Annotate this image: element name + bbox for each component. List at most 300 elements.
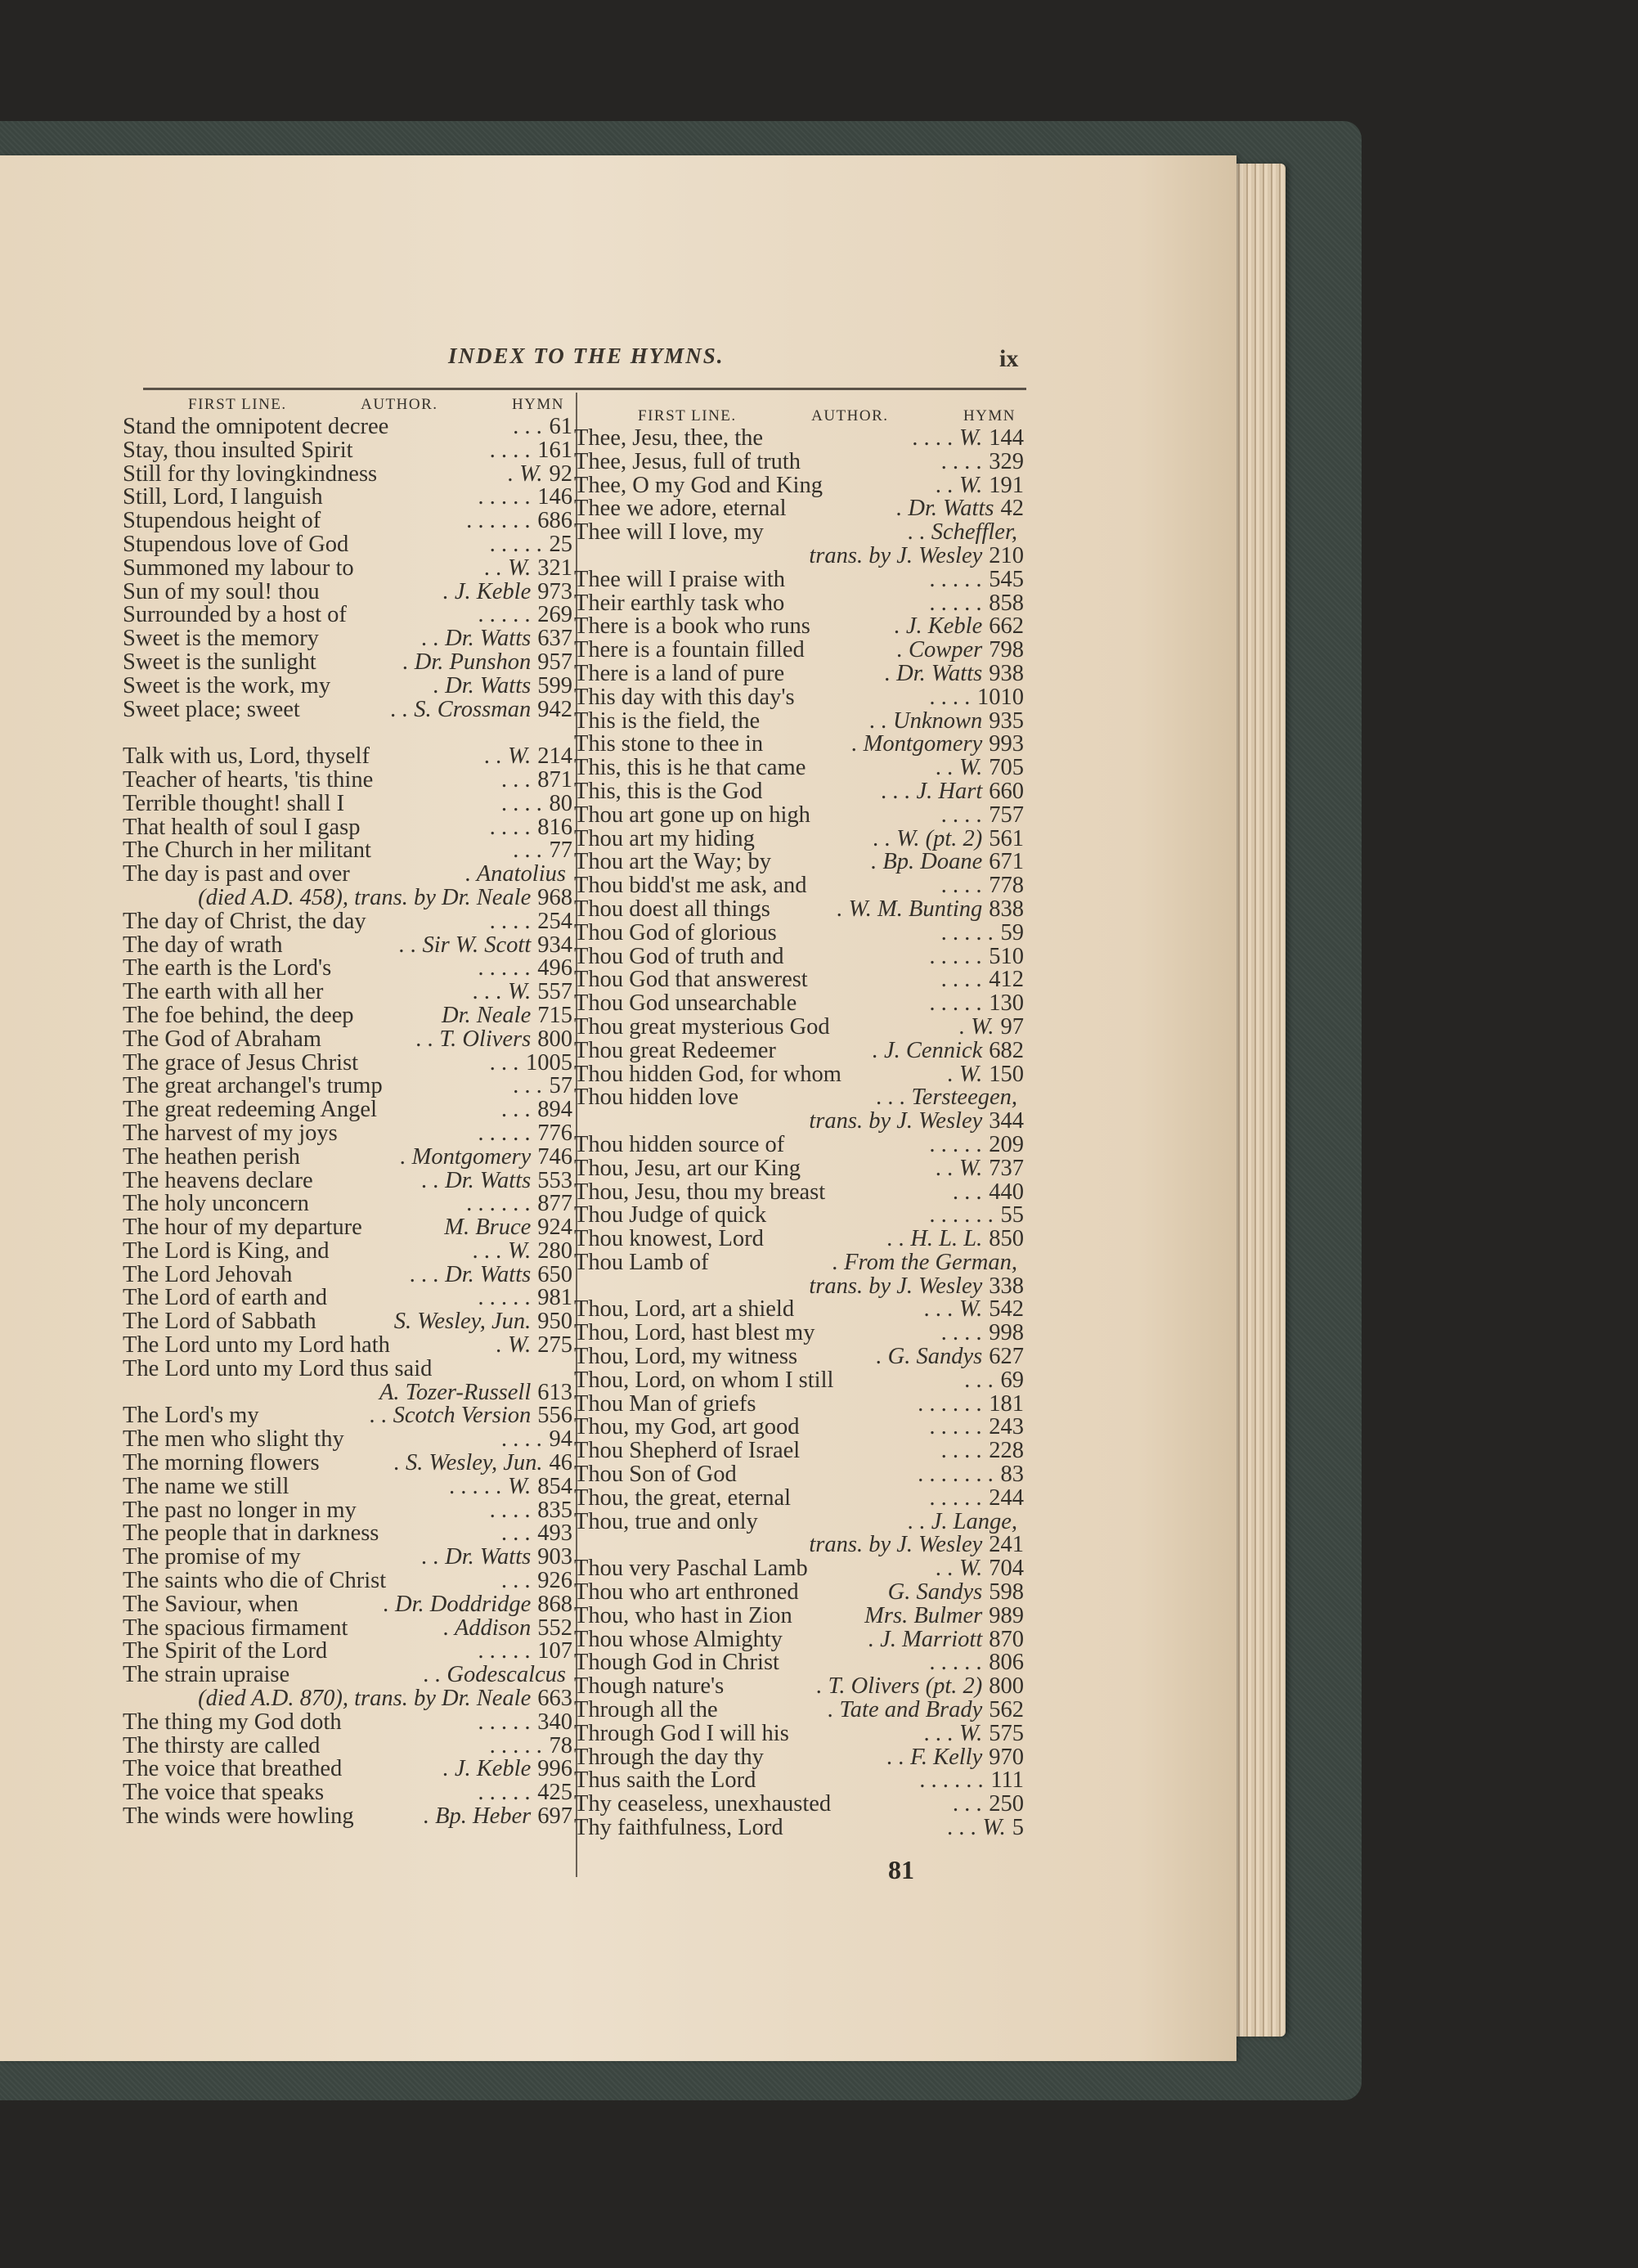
index-entry <box>123 1570 572 1593</box>
entry-hymn-number: 998 <box>989 1320 1024 1346</box>
entry-hymn-number: 329 <box>989 448 1024 474</box>
index-entry <box>123 863 572 887</box>
entry-hymn-number: 660 <box>989 778 1024 804</box>
entry-first-line: The heavens declare <box>123 1167 313 1193</box>
entry-first-line: The great redeeming Angel <box>123 1097 377 1123</box>
entry-hymn-number: 425 <box>537 1780 572 1806</box>
entry-hymn-number: 111 <box>990 1767 1024 1794</box>
index-entry <box>123 672 572 698</box>
index-entry <box>123 1593 572 1617</box>
index-entry <box>123 1167 572 1193</box>
left-column <box>123 394 572 1829</box>
entry-first-line: The Saviour, when <box>123 1591 298 1617</box>
entry-first-line: The winds were howling <box>123 1803 354 1830</box>
entry-first-line: The Lord Jehovah <box>123 1261 293 1287</box>
index-entry <box>123 698 572 722</box>
entry-hymn-number: 800 <box>989 1673 1024 1700</box>
entry-first-line: Thou, Lord, hast blest my <box>574 1320 815 1346</box>
index-entry <box>574 1651 1024 1675</box>
index-entry <box>574 1369 1024 1393</box>
entry-first-line: Sweet is the work, my <box>123 672 331 698</box>
entry-author: . . Scotch Version <box>370 1404 532 1429</box>
entry-first-line: Thou Man of griefs <box>574 1390 756 1417</box>
entry-hymn-number: 250 <box>989 1791 1024 1817</box>
entry-author: . . Dr. Watts <box>421 627 532 651</box>
entry-first-line: Thou, Jesu, art our King <box>574 1155 801 1181</box>
entry-author-continuation: trans. by J. Wesley <box>809 1273 983 1299</box>
entry-hymn-number: 191 <box>989 472 1024 498</box>
entry-first-line: This is the field, the <box>574 707 761 734</box>
entry-author: . . . . . . <box>930 1204 994 1228</box>
index-entry <box>574 1508 1024 1534</box>
entry-hymn-number: 671 <box>989 849 1024 875</box>
entry-author: . . . . . <box>478 486 532 510</box>
index-entry-continuation <box>123 884 572 910</box>
entry-author: . . W. <box>484 556 532 581</box>
entry-author: . . . . <box>490 438 532 463</box>
entry-hymn-number: 757 <box>989 802 1024 828</box>
entry-hymn-number: 877 <box>537 1191 572 1217</box>
entry-hymn-number: 46 <box>549 1450 572 1476</box>
entry-author: . . . W. <box>924 1298 983 1323</box>
entry-author: . . . W. <box>473 981 532 1004</box>
index-entry <box>574 521 1024 545</box>
index-entry <box>123 1122 572 1146</box>
index-entry <box>123 1261 572 1287</box>
entry-first-line: Thy faithfulness, Lord <box>574 1815 783 1841</box>
entry-hymn-number: 850 <box>989 1226 1024 1252</box>
entry-first-line: Terrible thought! shall I <box>123 790 345 816</box>
entry-hymn-number: 25 <box>549 531 572 557</box>
entry-author: . . . . . <box>478 1121 532 1146</box>
entry-hymn-number: 78 <box>549 1732 572 1758</box>
entry-first-line: Through God I will his <box>574 1720 789 1746</box>
entry-hymn-number: 545 <box>989 566 1024 592</box>
entry-hymn-number: 269 <box>537 602 572 628</box>
entry-first-line: Thou Son of God <box>574 1462 737 1488</box>
entry-author: . . . <box>964 1368 994 1393</box>
entry-hymn-number: 241 <box>989 1532 1024 1558</box>
entry-first-line: Though God in Christ <box>574 1650 779 1676</box>
entry-first-line: The day of wrath <box>123 932 283 958</box>
entry-author: . . Sir W. Scott <box>399 933 532 958</box>
entry-author: . T. Olivers (pt. 2) <box>816 1675 983 1700</box>
entry-hymn-number: 989 <box>989 1602 1024 1628</box>
entry-author: . . . . <box>930 685 971 710</box>
entry-author: . Addison <box>443 1616 532 1641</box>
entry-first-line: Still for thy lovingkindness <box>123 460 378 487</box>
index-entry <box>574 1675 1024 1699</box>
entry-hymn-number: 599 <box>537 672 572 698</box>
entry-hymn-number: 663 <box>537 1686 572 1712</box>
entry-first-line: Thou, Lord, art a shield <box>574 1296 795 1323</box>
entry-author: . . . . . <box>478 1710 532 1735</box>
entry-author: Dr. Neale <box>442 1004 532 1028</box>
entry-author: . . . . . <box>930 568 983 592</box>
entry-first-line: Thou, the great, eternal <box>574 1484 792 1511</box>
index-entry <box>123 1664 572 1687</box>
index-entry <box>574 686 1024 710</box>
index-entry <box>574 1063 1024 1087</box>
index-entry <box>574 1204 1024 1228</box>
entry-first-line: Thus saith the Lord <box>574 1767 756 1794</box>
index-entry <box>574 1628 1024 1652</box>
entry-hymn-number: 957 <box>537 649 572 675</box>
entry-hymn-number: 737 <box>989 1155 1024 1181</box>
entry-author: . . W. <box>936 757 983 780</box>
index-entry <box>574 662 1024 686</box>
entry-hymn-number: 214 <box>537 743 572 770</box>
first-line-header: FIRST LINE. <box>188 396 287 413</box>
index-entry <box>574 1037 1024 1063</box>
entry-author: . . . . <box>490 1498 532 1523</box>
entry-author: . . . . <box>490 815 532 840</box>
index-entry <box>574 1699 1024 1722</box>
entry-hymn-number: 662 <box>989 613 1024 640</box>
index-entry <box>123 934 572 958</box>
entry-hymn-number: 561 <box>989 825 1024 851</box>
entry-hymn-number: 228 <box>989 1438 1024 1464</box>
entry-hymn-number: 146 <box>537 484 572 510</box>
entry-first-line: Thou great Redeemer <box>574 1037 776 1063</box>
entry-first-line: The earth with all her <box>123 979 324 1005</box>
index-entry <box>123 910 572 934</box>
entry-author: . . Unknown <box>869 709 983 734</box>
entry-author: . W. M. Bunting <box>837 897 983 922</box>
entry-author: . Montgomery <box>400 1145 532 1170</box>
entry-first-line: Thy ceaseless, unexhausted <box>574 1791 832 1817</box>
entry-first-line: Thou Shepherd of Israel <box>574 1438 801 1464</box>
entry-first-line: Stand the omnipotent decree <box>123 414 389 439</box>
entry-hymn-number: 800 <box>537 1026 572 1052</box>
entry-author: . G. Sandys <box>876 1345 983 1369</box>
index-entry <box>574 1181 1024 1205</box>
entry-hymn-number: 161 <box>537 437 572 463</box>
entry-author: . W. <box>508 462 543 487</box>
entry-author: . Montgomery <box>851 733 983 757</box>
entry-author: . . W. <box>936 1557 983 1582</box>
index-entry <box>574 1793 1024 1817</box>
hymn-header: HYMN <box>511 396 564 413</box>
entry-author: . J. Cennick <box>872 1039 983 1063</box>
entry-first-line: The Lord's my <box>123 1403 259 1429</box>
entry-first-line: The men who slight thy <box>123 1426 344 1453</box>
index-entry <box>123 1452 572 1475</box>
left-entry-list <box>123 415 572 1829</box>
entry-first-line: The Lord unto my Lord thus said <box>123 1355 433 1381</box>
entry-hymn-number: 686 <box>537 508 572 534</box>
index-entry <box>123 533 572 557</box>
entry-author: . . . . . W. <box>449 1475 532 1499</box>
index-entry <box>123 627 572 651</box>
entry-first-line: Thou, Lord, on whom I still <box>574 1367 834 1393</box>
entry-first-line: Their earthly task who <box>574 590 785 616</box>
index-entry <box>123 1404 572 1428</box>
entry-author: . . . . . . . <box>918 1463 994 1487</box>
index-entry <box>574 427 1024 451</box>
entry-hymn-number: 55 <box>1000 1202 1024 1228</box>
entry-first-line: The harvest of my joys <box>123 1120 338 1146</box>
entry-author: . . . . . <box>930 1133 983 1157</box>
entry-first-line: Thou Judge of quick <box>574 1202 767 1228</box>
entry-author: . Bp. Doane <box>871 851 983 875</box>
entry-first-line: The Church in her militant <box>123 838 371 864</box>
index-entry-continuation <box>574 542 1024 568</box>
entry-hymn-number: 894 <box>537 1097 572 1123</box>
entry-author: . . . <box>513 839 543 864</box>
entry-author: . Dr. Punshon <box>402 650 532 675</box>
index-entry <box>574 898 1024 922</box>
entry-first-line: Teacher of hearts, 'tis thine <box>123 766 374 793</box>
index-entry <box>574 1602 1024 1628</box>
index-entry <box>574 1817 1024 1840</box>
entry-author: . . . . <box>501 1428 543 1453</box>
entry-first-line: Thee will I praise with <box>574 566 786 592</box>
entry-author: . Dr. Watts <box>884 662 983 686</box>
entry-author: . . . . <box>941 1322 983 1346</box>
entry-first-line: Thou, true and only <box>574 1508 758 1534</box>
entry-first-line: The voice that breathed <box>123 1756 343 1782</box>
entry-hymn-number: 542 <box>989 1296 1024 1323</box>
entry-hymn-number: 144 <box>989 425 1024 451</box>
column-header <box>123 394 572 415</box>
entry-author: . . S. Crossman <box>390 698 532 722</box>
first-line-header: FIRST LINE. <box>638 407 737 424</box>
entry-hymn-number: 935 <box>989 707 1024 734</box>
index-entry-continuation <box>574 1275 1024 1299</box>
entry-author: . Anatolius <box>465 863 566 887</box>
entry-hymn-number: 83 <box>1000 1462 1024 1488</box>
entry-first-line: Thou, Lord, my witness <box>574 1344 798 1370</box>
index-entry <box>123 604 572 627</box>
entry-first-line: Thou God that answerest <box>574 967 808 993</box>
entry-first-line: The hour of my departure <box>123 1215 362 1241</box>
entry-first-line: Thou art the Way; by <box>574 849 771 875</box>
entry-first-line: Summoned my labour to <box>123 555 354 581</box>
entry-first-line: Stay, thou insulted Spirit <box>123 437 353 463</box>
header-rule <box>143 388 1026 390</box>
entry-hymn-number: 938 <box>989 660 1024 686</box>
entry-first-line: Thou art my hiding <box>574 825 755 851</box>
entry-author: . . . . . <box>930 1416 983 1440</box>
entry-hymn-number: 59 <box>1000 919 1024 945</box>
entry-author: . . Dr. Watts <box>421 1169 532 1193</box>
entry-author: . . . . . <box>478 957 532 981</box>
entry-first-line: Thee will I love, my <box>574 519 764 546</box>
index-entry <box>123 1805 572 1829</box>
entry-hymn-number: 321 <box>537 555 572 581</box>
entry-hymn-number: 496 <box>537 955 572 981</box>
entry-author: . . . . . <box>478 1781 532 1806</box>
right-column <box>574 406 1024 1840</box>
entry-author-continuation: trans. by J. Wesley <box>809 1108 983 1134</box>
entry-hymn-number: 950 <box>537 1309 572 1335</box>
entry-hymn-number: 924 <box>537 1215 572 1241</box>
entry-author: . . F. Kelly <box>886 1745 983 1770</box>
entry-author: . J. Marriott <box>868 1628 983 1652</box>
index-entry <box>123 1004 572 1028</box>
entry-author: . . . . . <box>930 992 983 1016</box>
index-entry <box>574 733 1024 757</box>
entry-hymn-number: 650 <box>537 1261 572 1287</box>
entry-author: . W. <box>496 1334 532 1358</box>
entry-author: . J. Keble <box>442 1758 532 1782</box>
entry-hymn-number: 870 <box>989 1626 1024 1652</box>
entry-author: . J. Keble <box>894 615 983 640</box>
entry-author: . . . . . . <box>466 510 532 533</box>
index-entry-continuation <box>574 1534 1024 1557</box>
entry-first-line: Sweet place; sweet <box>123 696 300 722</box>
index-entry <box>123 1237 572 1264</box>
entry-hymn-number: 968 <box>537 884 572 910</box>
entry-author: . . W. <box>936 1156 983 1181</box>
entry-author-continuation: trans. by J. Wesley <box>809 542 983 568</box>
entry-first-line: Thou God of glorious <box>574 919 777 945</box>
index-entry <box>574 1131 1024 1157</box>
entry-first-line: Thou art gone up on high <box>574 802 810 828</box>
entry-hymn-number: 973 <box>537 578 572 604</box>
entry-first-line: Thee we adore, eternal <box>574 496 787 522</box>
author-header: AUTHOR. <box>361 396 438 413</box>
entry-first-line: The foe behind, the deep <box>123 1002 354 1028</box>
entry-author: . . . W. <box>473 1239 532 1264</box>
entry-hymn-number: 552 <box>537 1615 572 1641</box>
right-entry-list <box>574 427 1024 1840</box>
entry-hymn-number: 209 <box>989 1131 1024 1157</box>
entry-first-line: The holy unconcern <box>123 1191 309 1217</box>
entry-author: . . . . . <box>490 1734 543 1758</box>
entry-hymn-number: 181 <box>989 1390 1024 1417</box>
entry-author: . Cowper <box>896 639 983 662</box>
entry-author: . . Dr. Watts <box>421 1546 532 1570</box>
entry-first-line: This, this is the God <box>574 778 763 804</box>
entry-hymn-number: 682 <box>989 1037 1024 1063</box>
entry-author: . . J. Lange, <box>908 1510 1017 1534</box>
entry-hymn-number: 1010 <box>977 684 1024 710</box>
entry-author: . . . . <box>941 968 983 993</box>
entry-first-line: The Spirit of the Lord <box>123 1638 328 1664</box>
index-entry <box>574 1416 1024 1439</box>
entry-author: . . . . . <box>478 604 532 628</box>
entry-hymn-number: 970 <box>989 1744 1024 1770</box>
index-entry <box>123 1428 572 1452</box>
entry-author: . . . . . . <box>466 1192 532 1217</box>
index-entry <box>123 1522 572 1546</box>
index-entry <box>574 592 1024 616</box>
entry-author: . . . <box>501 1570 532 1593</box>
entry-author: . . . . <box>941 874 983 898</box>
entry-hymn-number: 57 <box>549 1073 572 1099</box>
index-entry <box>123 510 572 533</box>
entry-first-line: Sweet is the sunlight <box>123 649 316 675</box>
entry-first-line: The grace of Jesus Christ <box>123 1049 359 1076</box>
entry-author: . . Scheffler, <box>908 521 1017 545</box>
entry-first-line: The promise of my <box>123 1544 301 1570</box>
index-entry <box>123 1310 572 1334</box>
entry-hymn-number: 557 <box>537 979 572 1005</box>
entry-author-continuation: A. Tozer-Russell <box>379 1379 532 1405</box>
index-entry <box>123 766 572 793</box>
index-entry <box>123 1287 572 1310</box>
entry-first-line: Thou whose Almighty <box>574 1626 783 1652</box>
author-header: AUTHOR. <box>811 407 889 424</box>
entry-author: . Dr. Watts <box>433 674 532 698</box>
index-entry <box>574 615 1024 639</box>
entry-author: . Dr. Doddridge <box>383 1592 532 1617</box>
entry-hymn-number: 858 <box>989 590 1024 616</box>
entry-author: . Tate and Brady <box>828 1699 983 1722</box>
entry-first-line: This, this is he that came <box>574 755 806 781</box>
entry-author: . . . <box>501 1098 532 1122</box>
entry-hymn-number: 344 <box>989 1108 1024 1134</box>
entry-author: . . . J. Hart <box>881 779 983 804</box>
index-entry <box>123 1546 572 1570</box>
index-entry <box>123 1098 572 1122</box>
entry-author: . . . . <box>490 909 532 934</box>
entry-hymn-number: 77 <box>549 838 572 864</box>
entry-first-line: The thirsty are called <box>123 1732 321 1758</box>
index-entry <box>574 1228 1024 1251</box>
entry-hymn-number: 798 <box>989 637 1024 663</box>
entry-hymn-number: 412 <box>989 967 1024 993</box>
entry-first-line: The earth is the Lord's <box>123 955 332 981</box>
index-entry <box>574 1581 1024 1605</box>
entry-hymn-number: 553 <box>537 1167 572 1193</box>
index-entry <box>123 460 572 487</box>
entry-first-line: This stone to thee in <box>574 731 764 757</box>
entry-first-line: Surrounded by a host of <box>123 602 347 628</box>
hymn-header: HYMN <box>963 407 1016 424</box>
entry-hymn-number: 993 <box>989 731 1024 757</box>
entry-hymn-number: 871 <box>537 766 572 793</box>
entry-hymn-number: 69 <box>1000 1367 1024 1393</box>
index-entry <box>123 790 572 816</box>
index-entry <box>123 745 572 769</box>
entry-first-line: The people that in darkness <box>123 1520 379 1547</box>
entry-author-continuation: (died A.D. 870), trans. by Dr. Neale <box>198 1686 532 1712</box>
entry-hymn-number: 280 <box>537 1237 572 1264</box>
index-entry <box>123 839 572 863</box>
entry-hymn-number: 510 <box>989 943 1024 969</box>
section-gap <box>123 721 572 745</box>
index-entry <box>123 1711 572 1735</box>
index-entry <box>123 1758 572 1781</box>
entry-hymn-number: 903 <box>537 1544 572 1570</box>
entry-first-line: There is a land of pure <box>574 660 785 686</box>
entry-first-line: The day of Christ, the day <box>123 908 366 934</box>
entry-hymn-number: 243 <box>989 1414 1024 1440</box>
index-entry <box>123 486 572 510</box>
entry-first-line: Thou, my God, art good <box>574 1414 800 1440</box>
index-entry <box>574 919 1024 945</box>
entry-author: . . . . . <box>941 921 994 945</box>
entry-hymn-number: 868 <box>537 1591 572 1617</box>
index-entry <box>574 1251 1024 1275</box>
index-entry <box>574 1086 1024 1110</box>
index-entry <box>574 945 1024 969</box>
index-entry <box>123 1640 572 1664</box>
entry-author: . . . . . <box>490 532 543 557</box>
entry-hymn-number: 338 <box>989 1273 1024 1299</box>
entry-author: . . . . . <box>478 1287 532 1311</box>
entry-first-line: The strain upraise <box>123 1662 290 1688</box>
entry-hymn-number: 776 <box>537 1120 572 1146</box>
entry-hymn-number: 715 <box>537 1002 572 1028</box>
index-entry <box>123 1334 572 1358</box>
entry-first-line: Through all the <box>574 1697 718 1723</box>
index-entry <box>574 1345 1024 1369</box>
entry-hymn-number: 806 <box>989 1650 1024 1676</box>
